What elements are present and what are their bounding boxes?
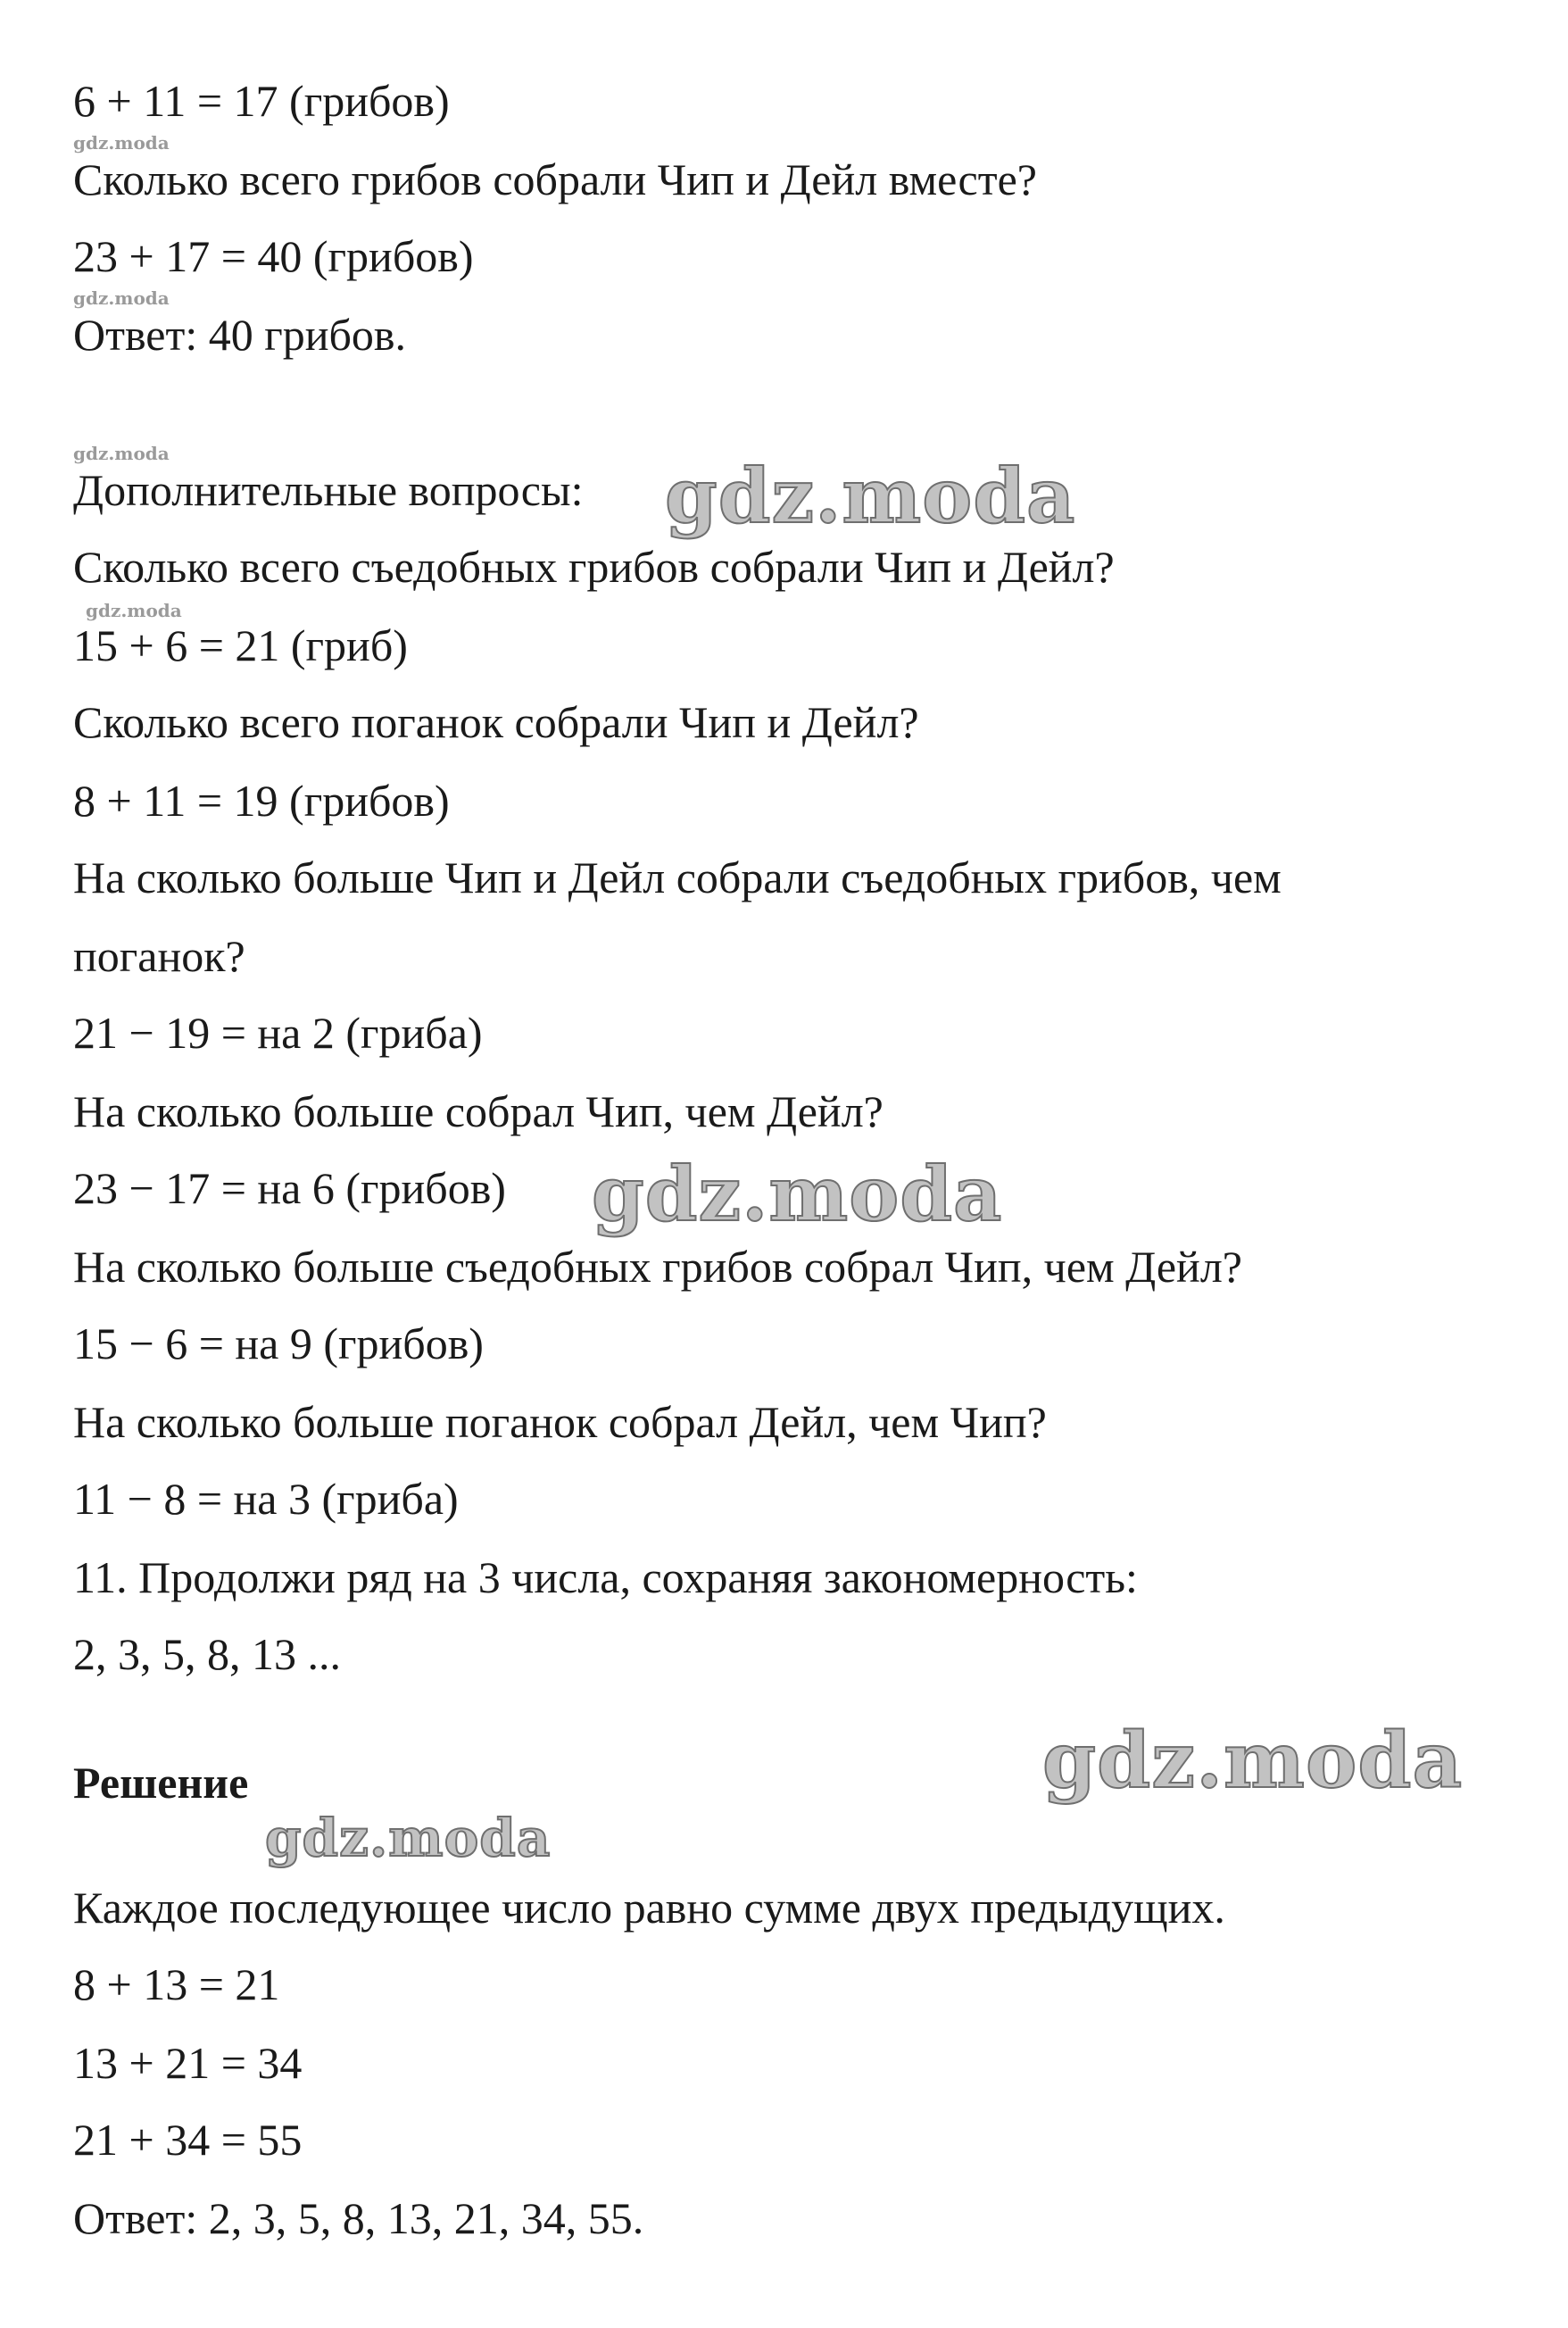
- text-line: 15 + 6 = 21 (гриб): [73, 620, 408, 670]
- text-line: 21 − 19 = на 2 (гриба): [73, 1008, 483, 1058]
- watermark-large: gdz.moda: [265, 1808, 552, 1868]
- text-line: 11. Продолжи ряд на 3 числа, сохраняя закономерность:: [73, 1552, 1138, 1602]
- text-line: На сколько больше Чип и Дейл собрали съедобных грибов, чем: [73, 852, 1282, 902]
- text-line: На сколько больше съедобных грибов собрал Чип, чем Дейл?: [73, 1242, 1242, 1292]
- text-line: Сколько всего поганок собрали Чип и Дейл?: [73, 697, 919, 747]
- text-line: На сколько больше поганок собрал Дейл, чем Чип?: [73, 1397, 1047, 1447]
- watermark-large: gdz.moda: [665, 452, 1076, 540]
- text-line: 23 − 17 = на 6 (грибов): [73, 1163, 506, 1213]
- text-line: 2, 3, 5, 8, 13 ...: [73, 1629, 341, 1679]
- text-line: 13 + 21 = 34: [73, 2038, 303, 2088]
- text-line: На сколько больше собрал Чип, чем Дейл?: [73, 1086, 884, 1136]
- text-line: поганок?: [73, 931, 245, 981]
- text-line: 21 + 34 = 55: [73, 2115, 303, 2165]
- watermark-small: gdz.moda: [73, 443, 170, 464]
- watermark-small: gdz.moda: [73, 287, 170, 309]
- text-line: 8 + 13 = 21: [73, 1959, 280, 2009]
- watermark-large: gdz.moda: [592, 1150, 1003, 1238]
- text-line: Ответ: 40 грибов.: [73, 310, 407, 360]
- watermark-small: gdz.moda: [73, 132, 170, 154]
- text-line: 11 − 8 = на 3 (гриба): [73, 1474, 459, 1524]
- text-line: Сколько всего съедобных грибов собрали Чип и Дейл?: [73, 542, 1115, 592]
- section-heading: Решение: [73, 1758, 249, 1808]
- text-line: Сколько всего грибов собрали Чип и Дейл вместе?: [73, 154, 1037, 204]
- text-line: Ответ: 2, 3, 5, 8, 13, 21, 34, 55.: [73, 2193, 644, 2243]
- text-line: 6 + 11 = 17 (грибов): [73, 76, 450, 126]
- watermark-large: gdz.moda: [1042, 1716, 1464, 1806]
- text-line: 8 + 11 = 19 (грибов): [73, 776, 450, 826]
- watermark-small: gdz.moda: [86, 600, 182, 621]
- text-line: 15 − 6 = на 9 (грибов): [73, 1318, 484, 1368]
- text-line: 23 + 17 = 40 (грибов): [73, 231, 474, 281]
- text-line: Дополнительные вопросы:: [73, 465, 584, 515]
- text-line: Каждое последующее число равно сумме двух предыдущих.: [73, 1883, 1225, 1933]
